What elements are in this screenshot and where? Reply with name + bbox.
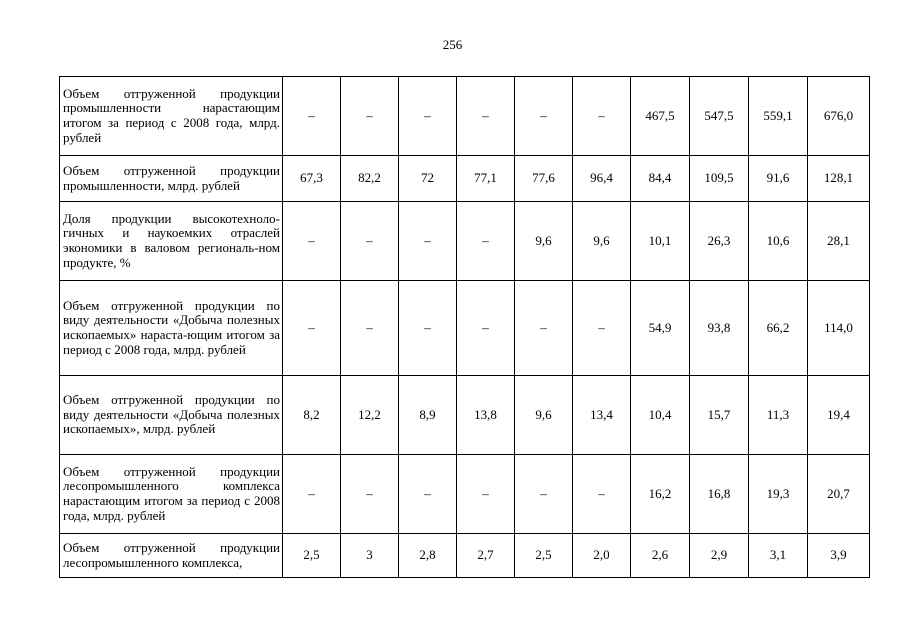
table-cell: 2,6: [631, 534, 690, 578]
table-cell: –: [341, 455, 399, 534]
table-cell: –: [341, 281, 399, 376]
table-row: [60, 455, 870, 534]
table-cell: 10,1: [631, 202, 690, 281]
table-cell: 3: [341, 534, 399, 578]
table-row: [60, 156, 870, 202]
table-cell: 547,5: [690, 77, 749, 156]
table-cell: 9,6: [515, 202, 573, 281]
table-cell: –: [399, 77, 457, 156]
row-label: Объем отгруженной продукции промышленности нарастающим итогом за период с 2008 года, млрд. рублей: [60, 77, 283, 156]
table-row: [60, 77, 870, 156]
table-row: [60, 202, 870, 281]
table-cell: –: [457, 281, 515, 376]
table-cell: –: [341, 202, 399, 281]
table-row: [60, 376, 870, 455]
row-label: Доля продукции высокотехноло-гичных и наукоемких отраслей экономики в валовом региональ-ном продукте, %: [60, 202, 283, 281]
table-cell: 2,9: [690, 534, 749, 578]
table-cell: –: [283, 281, 341, 376]
table-cell: 8,2: [283, 376, 341, 455]
table-cell: 3,1: [749, 534, 808, 578]
table-cell: 10,4: [631, 376, 690, 455]
table-cell: 77,1: [457, 156, 515, 202]
table-cell: –: [457, 202, 515, 281]
table-cell: –: [283, 202, 341, 281]
table-cell: 72: [399, 156, 457, 202]
table-cell: 128,1: [808, 156, 870, 202]
table-cell: 20,7: [808, 455, 870, 534]
table-cell: –: [457, 77, 515, 156]
table-cell: 2,0: [573, 534, 631, 578]
table-cell: 16,2: [631, 455, 690, 534]
table-row: [60, 534, 870, 578]
table-cell: 19,4: [808, 376, 870, 455]
table-cell: –: [457, 455, 515, 534]
table-cell: 2,8: [399, 534, 457, 578]
table-cell: –: [341, 77, 399, 156]
table-cell: 16,8: [690, 455, 749, 534]
table-cell: 10,6: [749, 202, 808, 281]
table-cell: 2,5: [283, 534, 341, 578]
table-cell: 467,5: [631, 77, 690, 156]
page-number: 256: [442, 37, 463, 52]
table-cell: 559,1: [749, 77, 808, 156]
table-cell: 676,0: [808, 77, 870, 156]
table-cell: 15,7: [690, 376, 749, 455]
row-label: Объем отгруженной продукции лесопромышленного комплекса нарастающим итогом за период с 2008 года, млрд. рублей: [60, 455, 283, 534]
table-cell: –: [283, 455, 341, 534]
table-cell: –: [399, 202, 457, 281]
table-cell: 2,7: [457, 534, 515, 578]
table-cell: 3,9: [808, 534, 870, 578]
table-cell: –: [283, 77, 341, 156]
table-cell: 96,4: [573, 156, 631, 202]
table-cell: 82,2: [341, 156, 399, 202]
table-cell: 19,3: [749, 455, 808, 534]
table-cell: –: [515, 77, 573, 156]
table-cell: 54,9: [631, 281, 690, 376]
table-cell: 13,8: [457, 376, 515, 455]
table-cell: 66,2: [749, 281, 808, 376]
table-cell: –: [573, 77, 631, 156]
table-cell: 109,5: [690, 156, 749, 202]
table-cell: 93,8: [690, 281, 749, 376]
row-label: Объем отгруженной продукции по виду деятельности «Добыча полезных ископаемых» нараста-ющим итогом за период с 2008 года, млрд. рублей: [60, 281, 283, 376]
table-cell: 12,2: [341, 376, 399, 455]
table-row: [60, 281, 870, 376]
table-cell: 2,5: [515, 534, 573, 578]
table-cell: –: [573, 281, 631, 376]
table-cell: 9,6: [515, 376, 573, 455]
table-cell: –: [399, 281, 457, 376]
row-label: Объем отгруженной продукции лесопромышленного комплекса,: [60, 534, 283, 578]
table-cell: 77,6: [515, 156, 573, 202]
table-cell: 67,3: [283, 156, 341, 202]
table-cell: 26,3: [690, 202, 749, 281]
table-cell: 114,0: [808, 281, 870, 376]
table-cell: –: [515, 455, 573, 534]
table-cell: 84,4: [631, 156, 690, 202]
table-cell: –: [573, 455, 631, 534]
table-body: [60, 77, 870, 578]
table-cell: 91,6: [749, 156, 808, 202]
row-label: Объем отгруженной продукции по виду деятельности «Добыча полезных ископаемых», млрд. рублей: [60, 376, 283, 455]
table-cell: –: [515, 281, 573, 376]
table-cell: –: [399, 455, 457, 534]
table-cell: 8,9: [399, 376, 457, 455]
table-cell: 28,1: [808, 202, 870, 281]
table-cell: 9,6: [573, 202, 631, 281]
table-cell: 11,3: [749, 376, 808, 455]
table-cell: 13,4: [573, 376, 631, 455]
row-label: Объем отгруженной продукции промышленности, млрд. рублей: [60, 156, 283, 202]
statistics-table: [59, 76, 870, 578]
